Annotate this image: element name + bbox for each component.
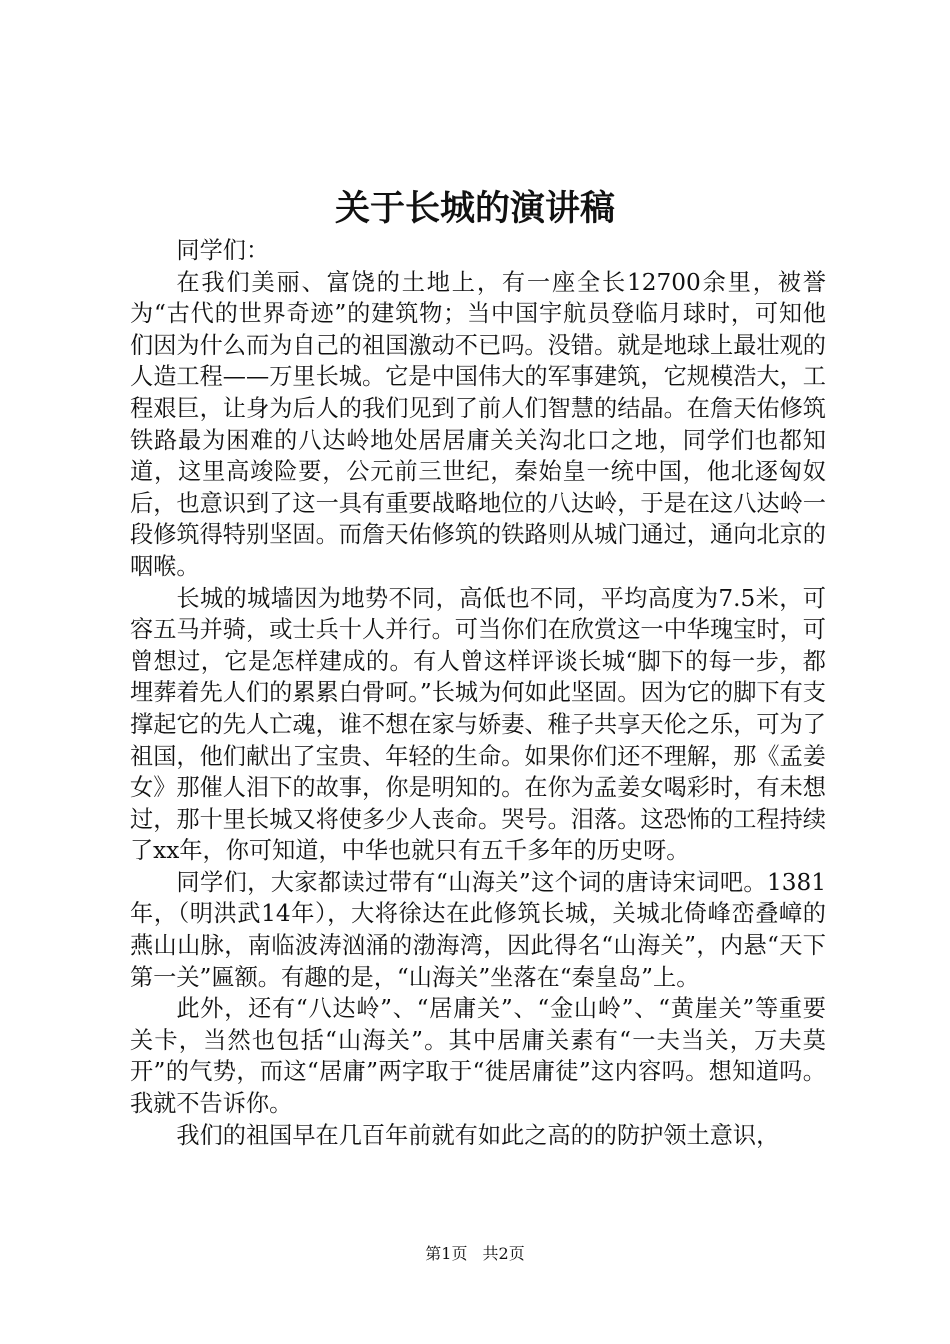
paragraph-5: 我们的祖国早在几百年前就有如此之高的的防护领土意识， [176, 1121, 780, 1149]
document-body [130, 235, 826, 1151]
page-footer [0, 1244, 950, 1264]
page-number: 第1页 [425, 1244, 468, 1263]
document-title: 关于长城的演讲稿 [334, 188, 615, 229]
paragraph-4: 此外，还有“八达岭”、“居庸关”、“金山岭”、“黄崖关”等重要关卡，当然也包括“山海关”。其中居庸关素有“一夫当关，万夫莫开”的气势，而这“居庸”两字取于“徙居庸徒”这内容吗。想知道吗。我就不告诉你。 [130, 995, 826, 1118]
page-total: 共2页 [482, 1244, 525, 1263]
paragraph-1: 在我们美丽、富饶的土地上，有一座全长12700余里，被誉为“古代的世界奇迹”的建筑物；当中国宇航员登临月球时，可知他们因为什么而为自己的祖国激动不已吗。没错。就是地球上最壮观的人造工程——万里长城。它是中国伟大的军事建筑，它规模浩大，工程艰巨，让身为后人的我们见到了前人们智慧的结晶。在詹天佑修筑铁路最为困难的八达岭地处居居庸关关沟北口之地，同学们也都知道，这里高竣险要，公元前三世纪，秦始皇一统中国，他北逐匈奴后，也意识到了这一具有重要战略地位的八达岭，于是在这八达岭一段修筑得特别坚固。而詹天佑修筑的铁路则从城门通过，通向北京的咽喉。 [130, 268, 826, 580]
paragraph-greeting: 同学们： [176, 237, 270, 264]
paragraph-3: 同学们，大家都读过带有“山海关”这个词的唐诗宋词吧。1381年，（明洪武14年），大将徐达在此修筑长城，关城北倚峰峦叠嶂的燕山山脉，南临波涛汹涌的渤海湾，因此得名“山海关”，内悬“天下第一关”匾额。有趣的是，“山海关”坐落在“秦皇岛”上。 [130, 868, 826, 991]
paragraph-2: 长城的城墙因为地势不同，高低也不同，平均高度为7.5米，可容五马并骑，或士兵十人并行。可当你们在欣赏这一中华瑰宝时，可曾想过，它是怎样建成的。有人曾这样评谈长城“脚下的每一步，都埋葬着先人们的累累白骨呵。”长城为何如此坚固。因为它的脚下有支撑起它的先人亡魂，谁不想在家与娇妻、稚子共享天伦之乐，可为了祖国，他们献出了宝贵、年轻的生命。如果你们还不理解，那《孟姜女》那催人泪下的故事，你是明知的。在你为孟姜女喝彩时，有未想过，那十里长城又将使多少人丧命。哭号。泪落。这恐怖的工程持续了xx年，你可知道，中华也就只有五千多年的历史呀。 [130, 584, 826, 865]
